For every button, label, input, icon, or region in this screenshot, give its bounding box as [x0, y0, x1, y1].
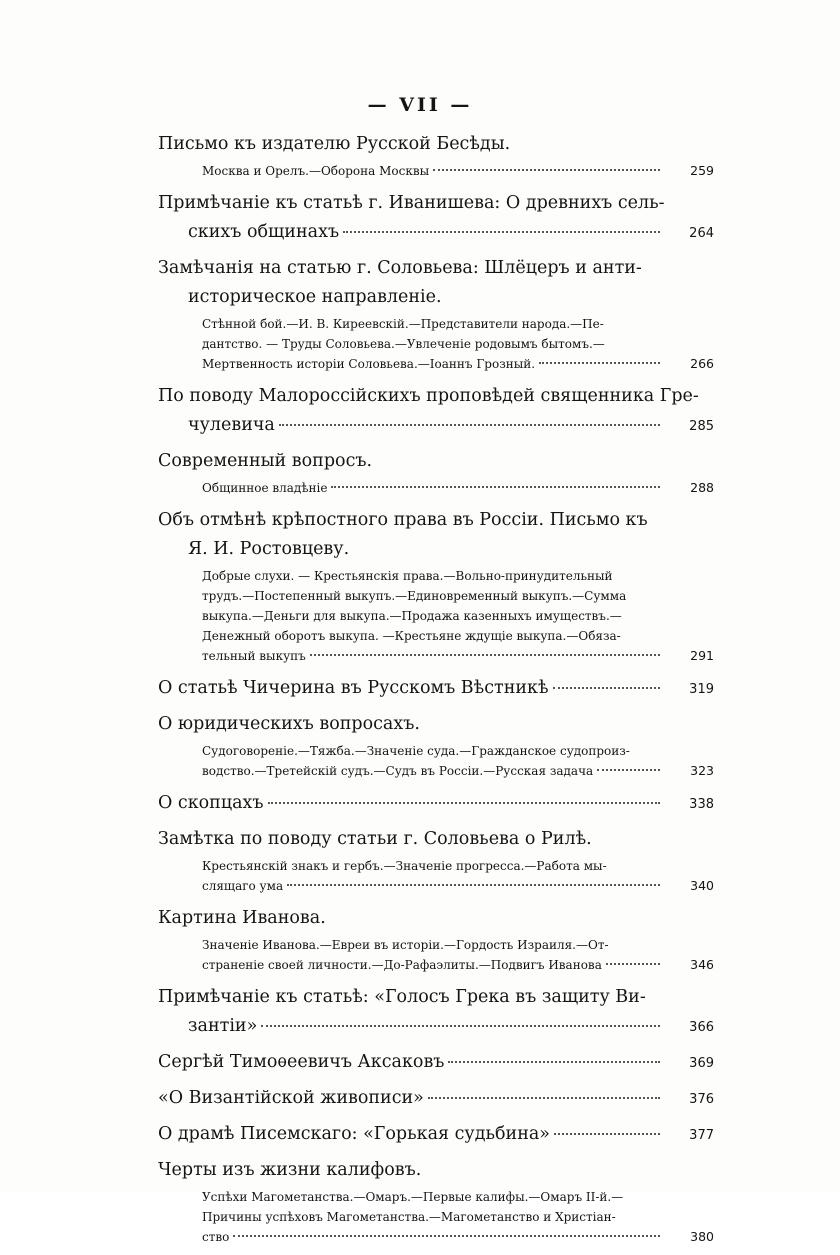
dot-leader [279, 424, 660, 426]
toc-entry [158, 1084, 714, 1120]
page-number: 346 [690, 957, 714, 972]
description-line [202, 161, 714, 181]
description-line-text: Добрые слухи. — Крестьянскія права.—Вольно-принудительный [202, 569, 613, 583]
entry-title-line-text: Черты изъ жизни калифовъ. [158, 1160, 422, 1180]
description-line-text: слящаго ума [202, 879, 284, 893]
description-line-text: выкупа.—Деньги для выкупа.—Продажа казенныхъ имуществъ.— [202, 609, 622, 623]
entry-description [158, 935, 714, 975]
entry-title-line [158, 254, 714, 283]
page-number: 319 [689, 682, 714, 697]
toc-entry [158, 130, 714, 181]
entry-title-line [158, 983, 714, 1012]
entry-title-line [158, 1048, 714, 1078]
description-line [202, 626, 714, 646]
toc-entry [158, 1156, 714, 1247]
dot-leader [539, 362, 660, 364]
entry-title-line-text: «О Византійской живописи» [158, 1088, 424, 1108]
entry-description [158, 1187, 714, 1247]
toc-entry [158, 1120, 714, 1156]
description-line [202, 741, 714, 761]
entry-title-line-text: Замѣтка по поводу статьи г. Соловьева о Рилѣ. [158, 829, 592, 849]
entry-title-line [158, 789, 714, 819]
entry-title-line [158, 1120, 714, 1150]
entry-title-line [158, 535, 714, 564]
toc-entry [158, 710, 714, 781]
entry-title-line-text: чулевича [188, 415, 275, 435]
entry-title-line [158, 447, 714, 476]
description-line [202, 1227, 714, 1247]
entry-title-line [158, 283, 714, 312]
entry-title-line-text: историческое направленіе. [188, 287, 442, 307]
description-line [202, 566, 714, 586]
description-line [202, 935, 714, 955]
toc-entry [158, 382, 714, 447]
description-line-text: Общинное владѣніе [202, 481, 328, 495]
description-line [202, 876, 714, 896]
dot-leader [606, 963, 660, 965]
description-line-text: тельный выкупъ [202, 649, 306, 663]
entry-title-line [158, 382, 714, 411]
description-line-text: дантство. — Труды Соловьева.—Увлеченіе родовымъ бытомъ.— [202, 337, 605, 351]
entry-title-line [158, 411, 714, 441]
page-number: 323 [690, 763, 714, 778]
toc-entry [158, 189, 714, 254]
dot-leader [554, 1133, 660, 1135]
entry-title-line-text: О юридическихъ вопросахъ. [158, 714, 420, 734]
description-line-text: Москва и Орелъ.—Оборона Москвы [202, 164, 430, 178]
page-number: 264 [689, 226, 714, 241]
dot-leader [433, 169, 660, 171]
description-line [202, 646, 714, 666]
dot-leader [233, 1235, 660, 1237]
toc-entry [158, 447, 714, 498]
entry-title-line-text: О статьѣ Чичерина въ Русскомъ Вѣстникѣ [158, 678, 549, 698]
dot-leader [428, 1097, 660, 1099]
entry-title-line-text: скихъ общинахъ [188, 222, 340, 242]
entry-title-line-text: Замѣчанія на статью г. Соловьева: Шлёцеръ и анти- [158, 258, 642, 278]
table-of-contents [158, 130, 714, 1255]
description-line-text: ство [202, 1230, 230, 1244]
entry-description [158, 478, 714, 498]
entry-title-line [158, 506, 714, 535]
dot-leader [448, 1061, 660, 1063]
toc-entry [158, 904, 714, 975]
page-number: 366 [689, 1020, 714, 1035]
description-line-text: трудъ.—Постепенный выкупъ.—Единовременный выкупъ.—Сумма [202, 589, 627, 603]
entry-title-line-text: Картина Иванова. [158, 908, 326, 928]
dot-leader [331, 486, 660, 488]
entry-title-line [158, 904, 714, 933]
toc-entry [158, 254, 714, 374]
entry-title-line-text: зантіи» [188, 1016, 258, 1036]
page-number: 288 [690, 480, 714, 495]
description-line [202, 606, 714, 626]
description-line [202, 1187, 714, 1207]
page-number: 380 [690, 1229, 714, 1244]
description-line-text: Денежный оборотъ выкупа. —Крестьяне ждущіе выкупа.—Обяза- [202, 629, 621, 643]
description-line-text: Причины успѣховъ Магометанства.—Магометанство и Христіан- [202, 1210, 616, 1224]
description-line [202, 955, 714, 975]
description-line [202, 761, 714, 781]
entry-title-line [158, 189, 714, 218]
description-line [202, 1207, 714, 1227]
dot-leader [310, 654, 660, 656]
description-line-text: Значеніе Иванова.—Евреи въ исторіи.—Гордость Израиля.—От- [202, 938, 609, 952]
entry-description [158, 161, 714, 181]
toc-entry [158, 674, 714, 710]
entry-title-line [158, 130, 714, 159]
entry-title-line-text: Сергѣй Тимоѳеевичъ Аксаковъ [158, 1052, 445, 1072]
entry-title-line-text: По поводу Малороссійскихъ проповѣдей священника Гре- [158, 386, 699, 406]
entry-description [158, 566, 714, 666]
description-line [202, 354, 714, 374]
toc-entry [158, 506, 714, 666]
entry-description [158, 314, 714, 374]
description-line-text: Стѣнной бой.—И. В. Киреевскій.—Представители народа.—Пе- [202, 317, 604, 331]
entry-title-line-text: Современный вопросъ. [158, 451, 373, 471]
dot-leader [343, 231, 660, 233]
entry-title-line-text: О скопцахъ [158, 793, 264, 813]
dot-leader [287, 884, 660, 886]
page-number: 259 [690, 163, 714, 178]
page-number: 376 [689, 1092, 714, 1107]
description-line [202, 314, 714, 334]
toc-entry [158, 1048, 714, 1084]
entry-title-line [158, 710, 714, 739]
entry-title-line-text: Примѣчаніе къ статьѣ г. Иванишева: О древнихъ сель- [158, 193, 665, 213]
entry-title-line-text: Объ отмѣнѣ крѣпостного права въ Россіи. Письмо къ [158, 510, 648, 530]
entry-description [158, 741, 714, 781]
page-number: 291 [690, 648, 714, 663]
entry-title-line [158, 1084, 714, 1114]
page-number: 377 [689, 1128, 714, 1143]
toc-entry [158, 983, 714, 1048]
page-number: 340 [690, 878, 714, 893]
dot-leader [597, 769, 660, 771]
entry-description [158, 856, 714, 896]
entry-title-line [158, 1012, 714, 1042]
description-line-text: Успѣхи Магометанства.—Омаръ.—Первые калифы.—Омаръ II-й.— [202, 1190, 624, 1204]
description-line-text: страненіе своей личности.—До-Рафаэлиты.—Подвигъ Иванова [202, 958, 602, 972]
page-number: 266 [690, 356, 714, 371]
description-line [202, 478, 714, 498]
dot-leader [261, 1025, 660, 1027]
description-line [202, 856, 714, 876]
description-line-text: Мертвенность исторіи Соловьева.—Іоаннъ Грозный. [202, 357, 536, 371]
toc-entry [158, 825, 714, 896]
entry-title-line [158, 674, 714, 704]
toc-entry [158, 789, 714, 825]
dot-leader [553, 687, 660, 689]
entry-title-line [158, 1156, 714, 1185]
description-line [202, 334, 714, 354]
page-number: 338 [689, 797, 714, 812]
description-line [202, 586, 714, 606]
description-line-text: Крестьянскій знакъ и гербъ.—Значеніе прогресса.—Работа мы- [202, 859, 607, 873]
entry-title-line-text: Я. И. Ростовцеву. [188, 539, 350, 559]
description-line-text: Судоговореніе.—Тяжба.—Значеніе суда.—Гражданское судопроиз- [202, 744, 630, 758]
page-number: 285 [689, 419, 714, 434]
page-header-numeral: — VII — [367, 94, 473, 116]
description-line-text: водство.—Третейскій судъ.—Судъ въ Россіи.—Русская задача [202, 764, 594, 778]
entry-title-line-text: Примѣчаніе къ статьѣ: «Голосъ Грека въ защиту Ви- [158, 987, 646, 1007]
entry-title-line-text: Письмо къ издателю Русской Бесѣды. [158, 134, 511, 154]
entry-title-line [158, 825, 714, 854]
entry-title-line-text: О драмѣ Писемскаго: «Горькая судьбина» [158, 1124, 551, 1144]
entry-title-line [158, 218, 714, 248]
page-number: 369 [689, 1056, 714, 1071]
dot-leader [268, 802, 660, 804]
